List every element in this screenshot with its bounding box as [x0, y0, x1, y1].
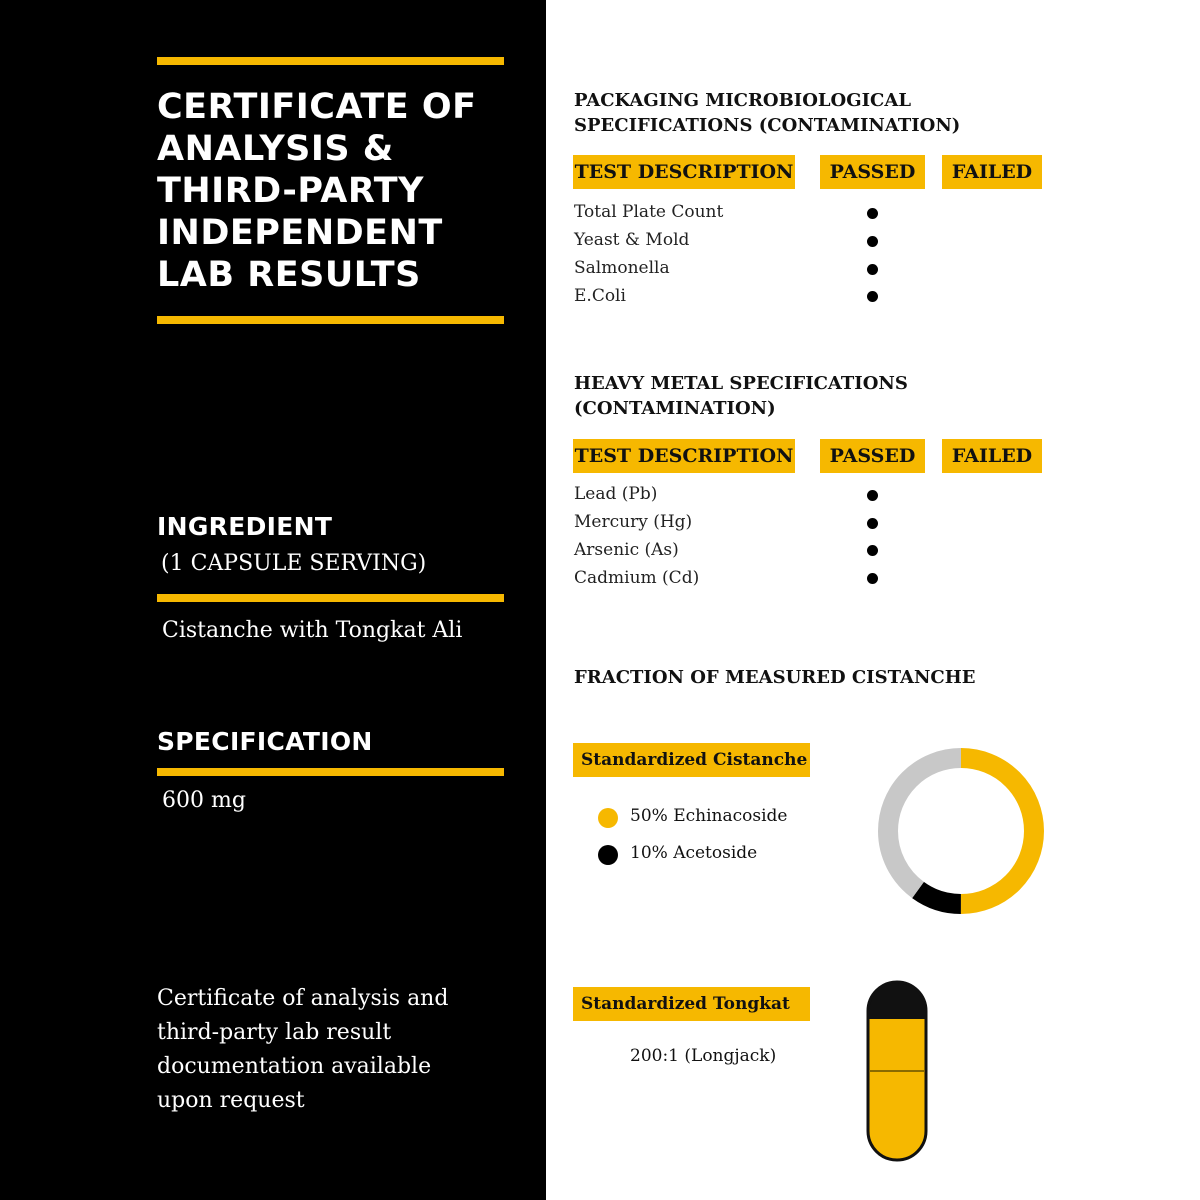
micro-row-label: Salmonella — [574, 258, 670, 278]
ingredient-serving: (1 CAPSULE SERVING) — [161, 551, 427, 576]
metal-header-passed: PASSED — [820, 439, 925, 473]
micro-header-description: TEST DESCRIPTION — [573, 155, 795, 189]
micro-passed-dot — [867, 208, 878, 219]
title-bottom-divider — [157, 316, 504, 324]
micro-section-title: PACKAGING MICROBIOLOGICAL SPECIFICATIONS (CONTAMINATION) — [574, 90, 961, 136]
metal-passed-dot — [867, 545, 878, 556]
legend-label: 50% Echinacoside — [630, 806, 788, 826]
micro-passed-dot — [867, 264, 878, 275]
page-title: CERTIFICATE OF ANALYSIS & THIRD-PARTY INDEPENDENT LAB RESULTS — [157, 87, 477, 295]
metal-passed-dot — [867, 573, 878, 584]
legend-swatch-echinacoside — [598, 808, 618, 828]
metal-row-label: Arsenic (As) — [574, 540, 679, 560]
ingredient-value: Cistanche with Tongkat Ali — [162, 618, 463, 643]
metal-passed-dot — [867, 490, 878, 501]
micro-header-passed: PASSED — [820, 155, 925, 189]
ingredient-divider — [157, 594, 504, 602]
title-top-divider — [157, 57, 504, 65]
metal-passed-dot — [867, 518, 878, 529]
metal-header-description: TEST DESCRIPTION — [573, 439, 795, 473]
specification-value: 600 mg — [162, 788, 246, 813]
micro-header-failed: FAILED — [942, 155, 1042, 189]
metal-header-failed: FAILED — [942, 439, 1042, 473]
tongkat-ratio: 200:1 (Longjack) — [630, 1046, 777, 1066]
micro-passed-dot — [867, 236, 878, 247]
cistanche-chip: Standardized Cistanche — [573, 743, 810, 777]
tongkat-chip: Standardized Tongkat — [573, 987, 810, 1021]
metal-row-label: Mercury (Hg) — [574, 512, 693, 532]
specification-heading: SPECIFICATION — [157, 727, 373, 756]
metal-row-label: Lead (Pb) — [574, 484, 658, 504]
fraction-section-title: FRACTION OF MEASURED CISTANCHE — [574, 667, 976, 688]
metal-section-title: HEAVY METAL SPECIFICATIONS (CONTAMINATION) — [574, 373, 908, 419]
legend-label: 10% Acetoside — [630, 843, 758, 863]
micro-row-label: Yeast & Mold — [574, 230, 690, 250]
ingredient-heading: INGREDIENT — [157, 512, 333, 541]
capsule-icon — [866, 980, 928, 1162]
micro-passed-dot — [867, 291, 878, 302]
micro-row-label: E.Coli — [574, 286, 626, 306]
specification-divider — [157, 768, 504, 776]
legend-swatch-acetoside — [598, 845, 618, 865]
micro-row-label: Total Plate Count — [574, 202, 724, 222]
cistanche-donut-chart — [875, 745, 1047, 917]
metal-row-label: Cadmium (Cd) — [574, 568, 700, 588]
availability-note: Certificate of analysis and third-party lab result documentation available upon request — [157, 986, 449, 1113]
